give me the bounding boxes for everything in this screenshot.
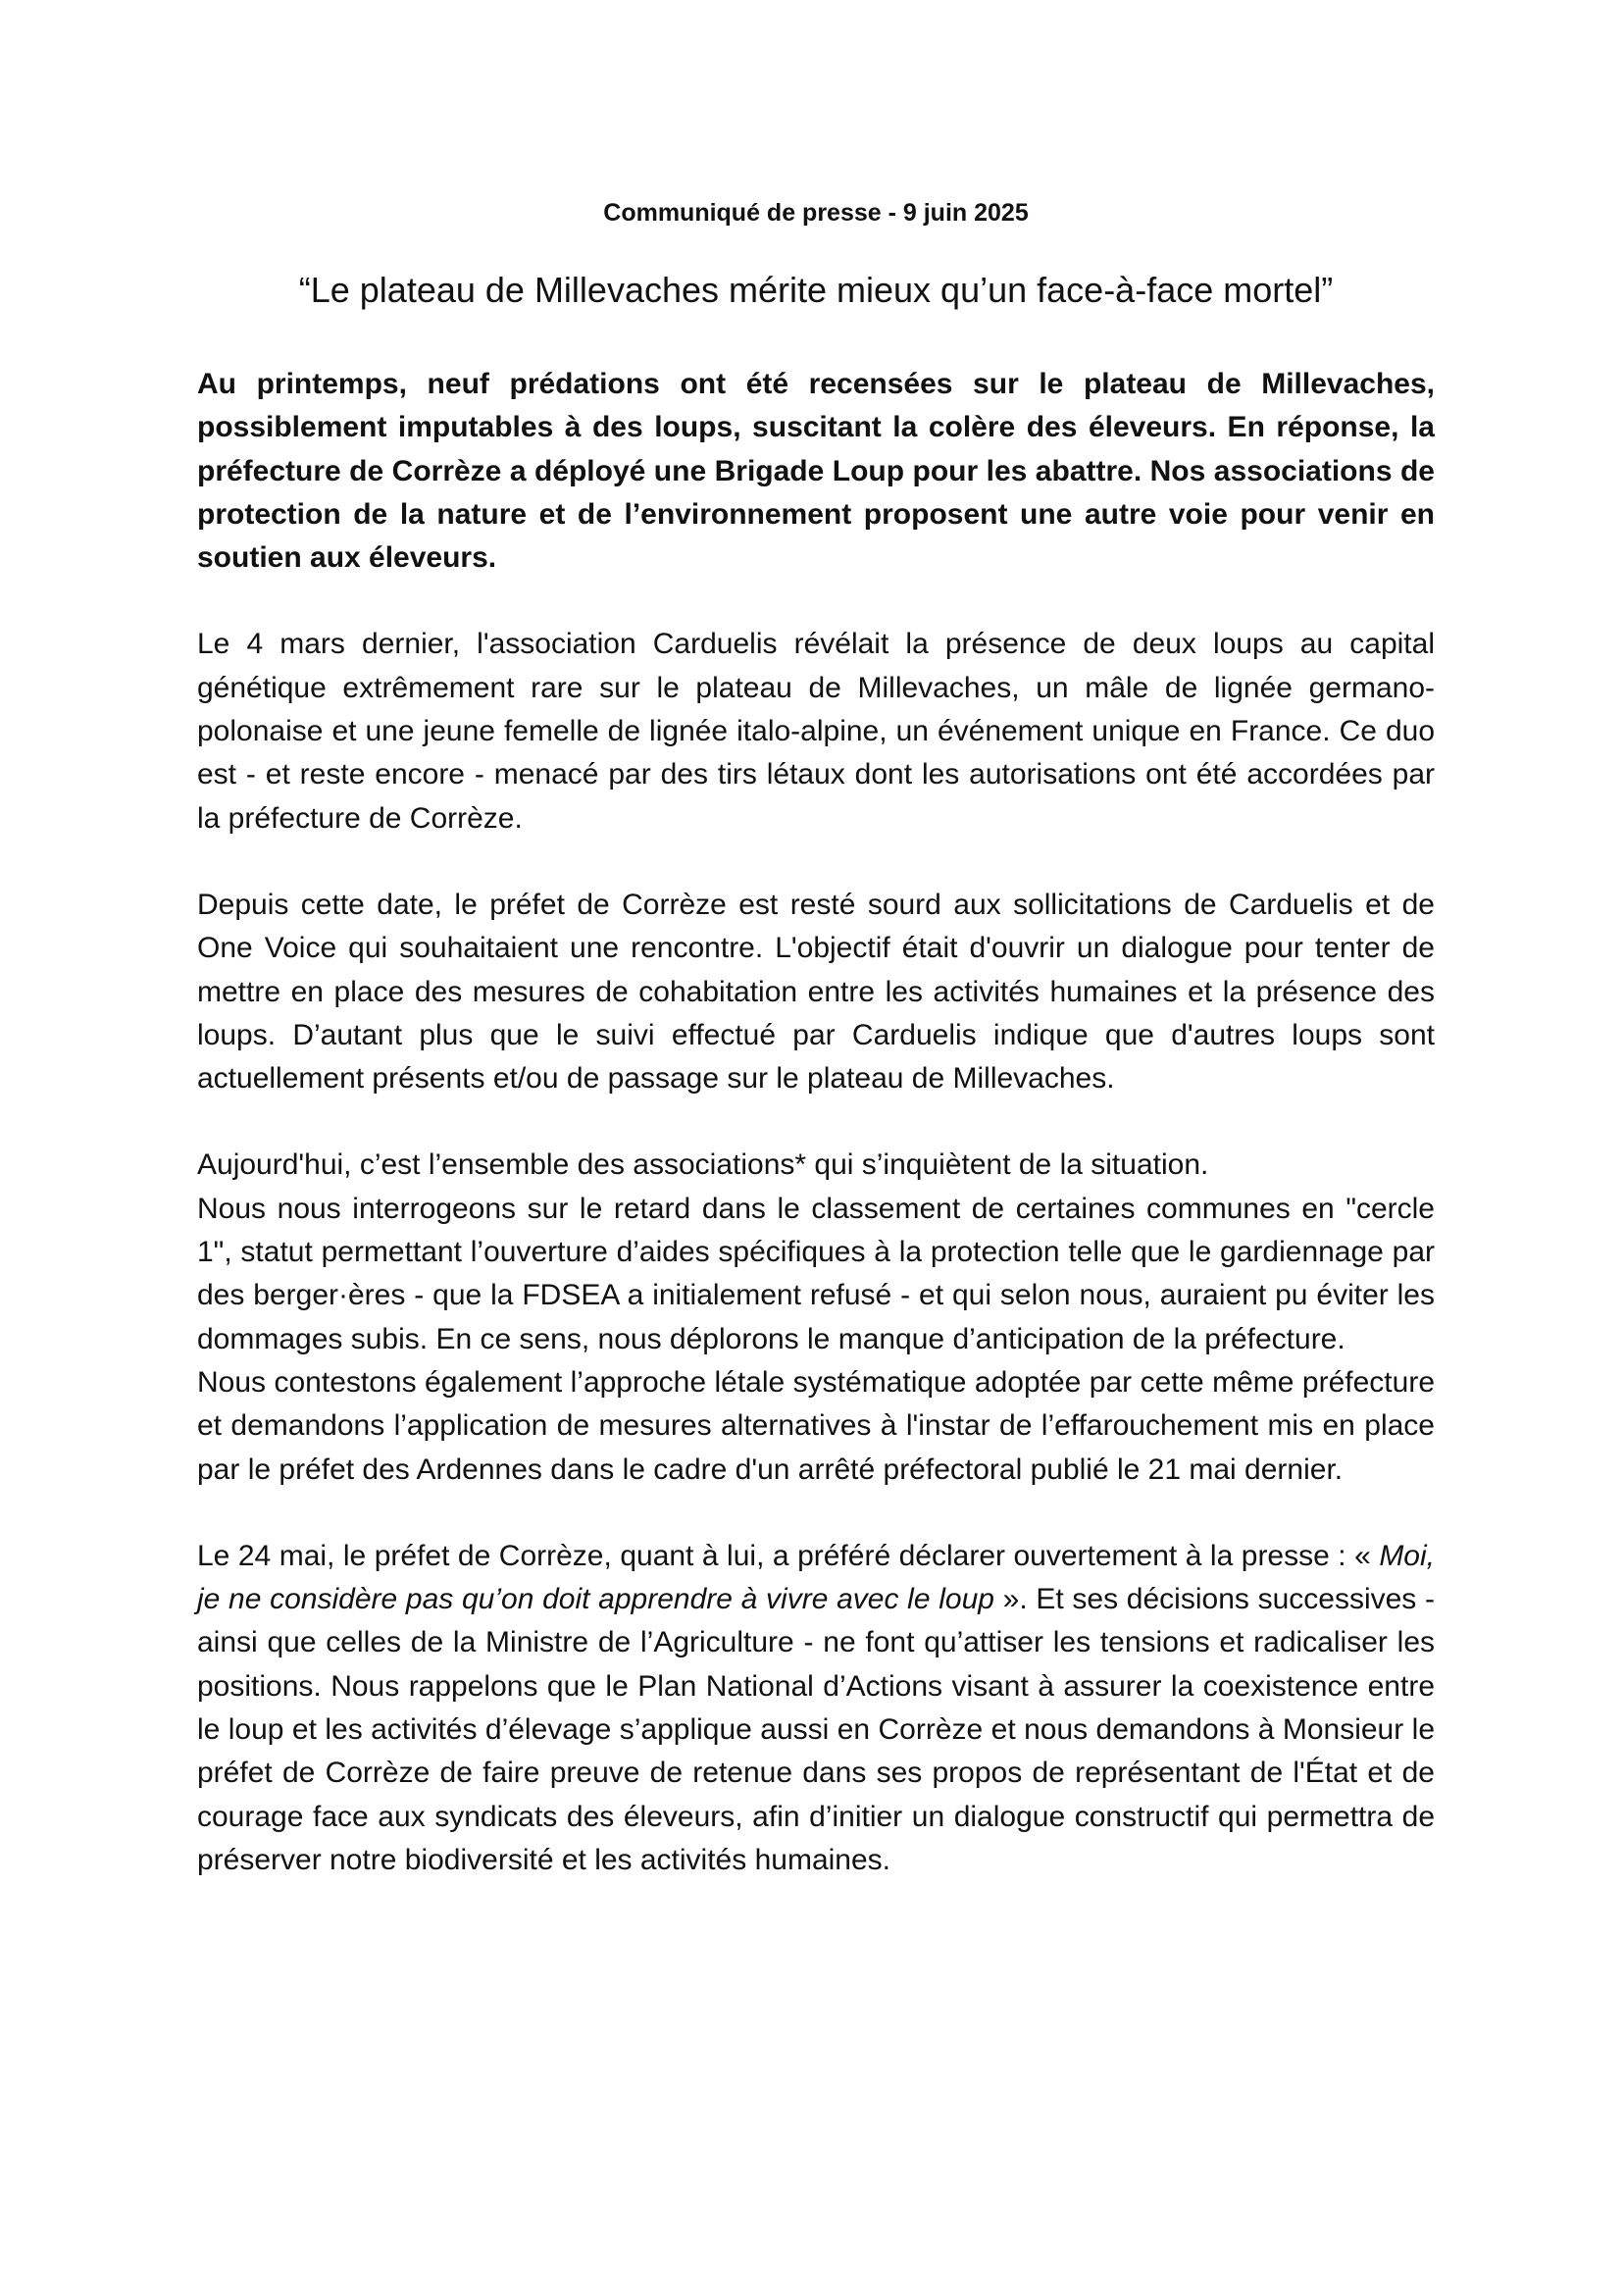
statement-conclusion-text: ». Et ses décisions successives - ainsi que celles de la Ministre de l’Agriculture - ne font qu’attiser les tensions et radicaliser les positions. Nous rappelons que le Plan National d’Actions visant à assurer la coexistence entre le loup et les activités d’élevage s’applique aussi en Corrèze et nous demandons à Monsieur le préfet de Corrèze de faire preuve de retenue dans ses propos de représentant de l'État et de courage face aux syndicats des éleveurs, afin d’initier un dialogue constructif qui permettra de préserver notre biodiversité et les activités humaines. [197,1583,1435,1876]
paragraph-discovery: Le 4 mars dernier, l'association Carduelis révélait la présence de deux loups au capital génétique extrêmement rare sur le plateau de Millevaches, un mâle de lignée germano-polonaise et une jeune femelle de lignée italo-alpine, un événement unique en France. Ce duo est - et reste encore - menacé par des tirs létaux dont les autorisations ont été accordées par la préfecture de Corrèze. [197,628,1435,835]
body-text [197,363,1435,1882]
headline: “Le plateau de Millevaches mérite mieux qu’un face-à-face mortel” [298,270,1334,310]
prefect-quote: Moi, je ne considère pas qu’on doit apprendre à vivre avec le loup [197,1539,1435,1616]
dateline: Communiqué de presse - 9 juin 2025 [603,199,1029,227]
paragraph-alternative-measures: Nous contestons également l’approche létale systématique adoptée par cette même préfecture et demandons l’application de mesures alternatives à l'instar de l’effarouchement mis en place par le préfet des Ardennes dans le cadre d'un arrêté préfectoral publié le 21 mai dernier. [197,1365,1435,1486]
paragraph-prefect-silence: Depuis cette date, le préfet de Corrèze est resté sourd aux sollicitations de Carduelis et de One Voice qui souhaitaient une rencontre. L'objectif était d'ouvrir un dialogue pour tenter de mettre en place des mesures de cohabitation entre les activités humaines et la présence des loups. D’autant plus que le suivi effectué par Carduelis indique que d'autres loups sont actuellement présents et/ou de passage sur le plateau de Millevaches. [197,888,1435,1096]
lead-paragraph: Au printemps, neuf prédations ont été recensées sur le plateau de Millevaches, possiblement imputables à des loups, suscitant la colère des éleveurs. En réponse, la préfecture de Corrèze a déployé une Brigade Loup pour les abattre. Nos associations de protection de la nature et de l’environnement proposent une autre voie pour venir en soutien aux éleveurs. [197,368,1435,575]
paragraph-prefect-statement [197,1535,1435,1882]
paragraph-cercle-1: Nous nous interrogeons sur le retard dans le classement de certaines communes en "cercle 1", statut permettant l’ouverture d’aides spécifiques à la protection telle que le gardiennage par des berger·ères - que la FDSEA a initialement refusé - et qui selon nous, auraient pu éviter les dommages subis. En ce sens, nous déplorons le manque d’anticipation de la préfecture. [197,1192,1435,1355]
statement-intro-text: Le 24 mai, le préfet de Corrèze, quant à lui, a préféré déclarer ouvertement à la presse : « [197,1539,1380,1572]
paragraph-associations-concern: Aujourd'hui, c’est l’ensemble des associations* qui s’inquiètent de la situation. [197,1148,1209,1182]
